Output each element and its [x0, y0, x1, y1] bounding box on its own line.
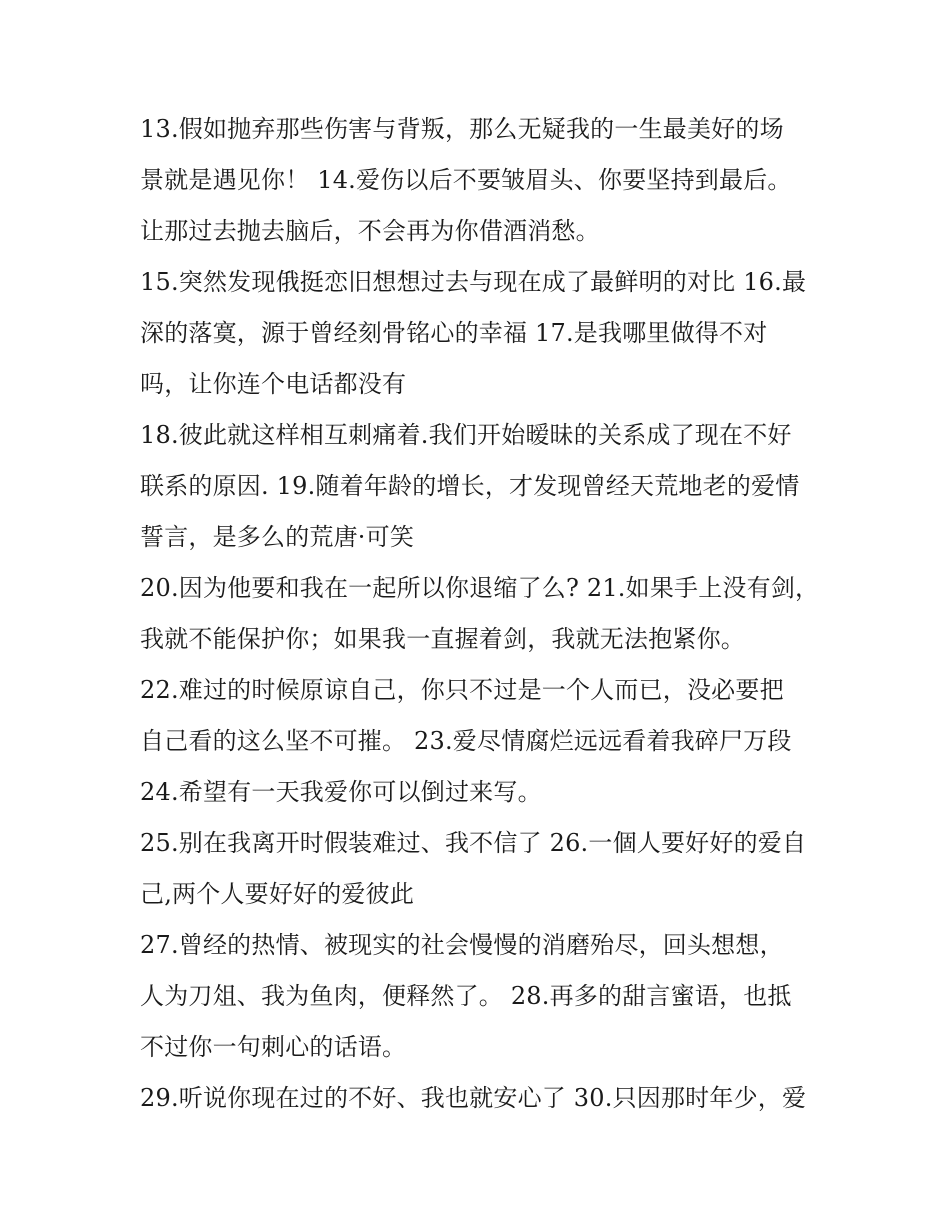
text-line: 22.难过的时候原谅自己，你只不过是一个人而已，没必要把 — [140, 676, 784, 704]
text-line: 25.别在我离开时假装难过、我不信了 26.一個人要好好的爱自 — [140, 829, 807, 857]
text-line: 18.彼此就这样相互刺痛着.我们开始暧昧的关系成了现在不好 — [140, 421, 792, 449]
text-line: 深的落寞，源于曾经刻骨铭心的幸福 17.是我哪里做得不对 — [140, 319, 768, 347]
text-line: 20.因为他要和我在一起所以你退缩了么? 21.如果手上没有剑， — [140, 574, 820, 602]
text-line: 我就不能保护你；如果我一直握着剑，我就无法抱紧你。 — [140, 625, 745, 653]
text-line: 己,两个人要好好的爱彼此 — [140, 880, 415, 908]
text-line: 人为刀俎、我为鱼肉，便释然了。 28.再多的甜言蜜语，也抵 — [140, 982, 792, 1010]
text-line: 让那过去抛去脑后，不会再为你借酒消愁。 — [140, 217, 600, 245]
text-line: 誓言，是多么的荒唐·可笑 — [140, 523, 415, 551]
text-line: 15.突然发现俄挺恋旧想想过去与现在成了最鲜明的对比 16.最 — [140, 268, 807, 296]
text-line: 不过你一句刺心的话语。 — [140, 1033, 407, 1061]
text-line: 29.听说你现在过的不好、我也就安心了 30.只因那时年少，爱 — [140, 1084, 807, 1112]
document-body — [140, 104, 820, 1124]
text-line: 自己看的这么坚不可摧。 23.爱尽情腐烂远远看着我碎尸万段 — [140, 727, 792, 755]
text-line: 吗，让你连个电话都没有 — [140, 370, 407, 398]
text-line: 24.希望有一天我爱你可以倒过来写。 — [140, 778, 542, 806]
text-line: 13.假如抛弃那些伤害与背叛，那么无疑我的一生最美好的场 — [140, 115, 784, 143]
text-line: 27.曾经的热情、被现实的社会慢慢的消磨殆尽，回头想想， — [140, 931, 784, 959]
text-line: 景就是遇见你！ 14.爱伤以后不要皱眉头、你要坚持到最后。 — [140, 166, 792, 194]
text-line: 联系的原因. 19.随着年龄的增长，才发现曾经天荒地老的爱情 — [140, 472, 800, 500]
